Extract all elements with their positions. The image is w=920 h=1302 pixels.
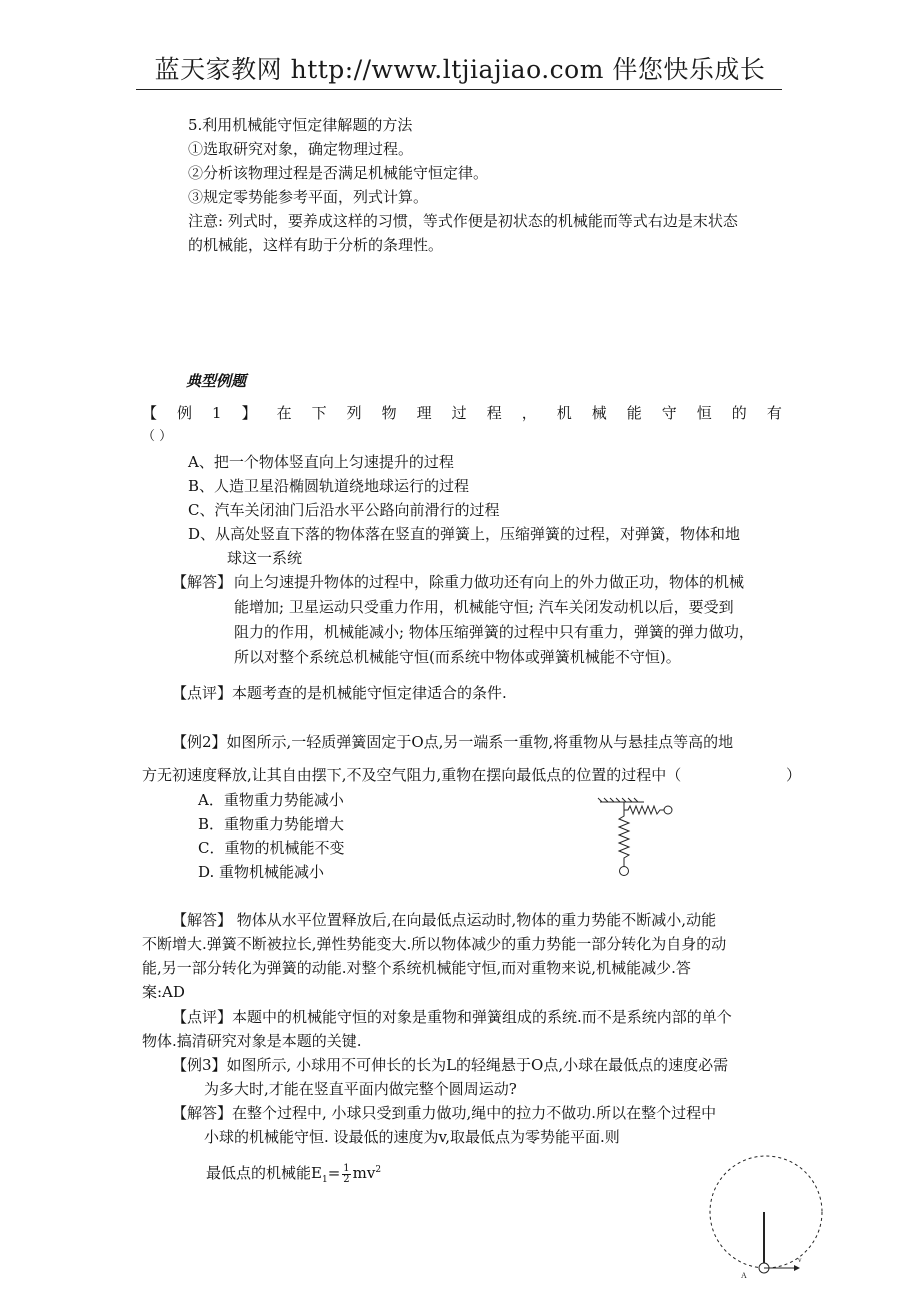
stem-token: 的 [731,404,747,422]
example1-answer-line-2: 能增加; 卫星运动只受重力作用，机械能守恒; 汽车关闭发动机以后，要受到 [234,598,734,616]
stem-token: 1 [212,404,222,422]
stem-token: 例 [177,404,193,422]
example2-line-1: 【例2】如图所示,一轻质弹簧固定于O点,另一端系一重物,将重物从与悬挂点等高的地 [172,733,734,751]
formula-mv: mv [352,1164,376,1182]
formula-prefix: 最低点的机械能E [206,1164,322,1182]
example2-line-2: 方无初速度释放,让其自由摆下,不及空气阻力,重物在摆向最低点的位置的过程中（ [142,766,682,784]
ceiling-hatch [610,798,614,802]
weight-ball-vertical [620,867,629,876]
stem-token: 理 [416,404,432,422]
method-heading: 5.利用机械能守恒定律解题的方法 [188,116,413,134]
example2-answer-line-1: 【解答】 物体从水平位置释放后,在向最低点运动时,物体的重力势能不断减小,动能 [172,911,717,929]
example1-answer-label: 【解答】 [172,573,233,591]
example3-answer-line-2: 小球的机械能守恒. 设最低的速度为v,取最低点为零势能平面.则 [204,1128,620,1146]
method-note-line-2: 的机械能，这样有助于分析的条理性。 [188,236,444,254]
stem-token: 】 [241,404,257,422]
example2-answer-line-3: 能,另一部分转化为弹簧的动能.对整个系统机械能守恒,而对重物来说,机械能减少.答 [142,959,691,977]
example1-comment: 【点评】本题考查的是机械能守恒定律适合的条件. [172,684,507,702]
ceiling-hatch [598,798,602,802]
example2-comment-line-2: 物体.搞清研究对象是本题的关键. [142,1032,362,1050]
ceiling-hatch [622,798,626,802]
example1-option-c: C、汽车关闭油门后沿水平公路向前滑行的过程 [188,501,500,519]
fraction-numerator: 1 [343,1162,350,1174]
spring-pendulum-figure [598,796,684,882]
point-a-label: A [741,1271,747,1280]
fraction-denominator: 2 [343,1173,350,1185]
example2-line-2-close: ） [786,766,802,784]
stem-token: 物 [381,404,397,422]
example1-option-d-cont: 球这一系统 [227,549,303,567]
horizontal-spring [624,806,664,814]
velocity-arrowhead [794,1265,800,1271]
stem-token: 守 [661,404,677,422]
method-step-2: ②分析该物理过程是否满足机械能守恒定律。 [188,164,489,182]
example1-option-d: D、从高处竖直下落的物体落在竖直的弹簧上，压缩弹簧的过程，对弹簧，物体和地 [188,525,741,543]
stem-token: 有 [766,404,782,422]
example3-line-1: 【例3】如图所示, 小球用不可伸长的长为L的轻绳悬于O点,小球在最低点的速度必需 [172,1056,729,1074]
example1-answer-line-1: 向上匀速提升物体的过程中，除重力做功还有向上的外力做正功，物体的机械 [234,573,745,591]
stem-token: 械 [591,404,607,422]
stem-token: ， [521,404,537,422]
circular-path [710,1156,822,1268]
example2-answer-line-2: 不断增大.弹簧不断被拉长,弹性势能变大.所以物体减少的重力势能一部分转化为自身的动 [142,935,727,953]
ceiling-hatch [634,798,638,802]
ceiling-hatch [616,798,620,802]
example1-option-a: A、把一个物体竖直向上匀速提升的过程 [188,453,454,471]
vertical-spring [619,810,629,866]
example3-formula [206,1158,381,1192]
stem-token: 下 [311,404,327,422]
stem-token: 能 [626,404,642,422]
vertical-circle-figure [708,1154,828,1284]
example2-option-a: A．重物重力势能减小 [198,791,344,809]
header-divider [136,89,782,90]
example1-option-b: B、人造卫星沿椭圆轨道绕地球运行的过程 [188,477,470,495]
stem-token: 程 [486,404,502,422]
stem-token: 恒 [696,404,712,422]
stem-token: 在 [276,404,292,422]
example1-stem [142,401,782,425]
page-header: 蓝天家教网 http://www.ltjiajiao.com 伴您快乐成长 [154,55,766,84]
ceiling-hatch [628,798,632,802]
ceiling-hatch [604,798,608,802]
example1-answer-line-3: 阻力的作用，机械能减小; 物体压缩弹簧的过程中只有重力，弹簧的弹力做功， [234,623,754,641]
stem-token: 列 [346,404,362,422]
example2-option-b: B．重物重力势能增大 [198,815,345,833]
example2-comment-line-1: 【点评】本题中的机械能守恒的对象是重物和弹簧组成的系统.而不是系统内部的单个 [172,1008,732,1026]
example1-answer-paren: （ ） [142,429,173,444]
example2-answer-line-4: 案:AD [142,983,185,1001]
stem-token: 机 [556,404,572,422]
section-title: 典型例题 [186,372,247,390]
formula-equals: = [327,1164,341,1182]
stem-token: 【 [142,404,158,422]
method-step-1: ①选取研究对象，确定物理过程。 [188,140,414,158]
example1-answer-line-4: 所以对整个系统总机械能守恒(而系统中物体或弹簧机械能不守恒)。 [234,648,681,666]
velocity-label: v [798,1256,802,1264]
example3-line-2: 为多大时,才能在竖直平面内做完整个圆周运动? [204,1080,517,1098]
stem-token: 过 [451,404,467,422]
example2-option-d: D. 重物机械能减小 [198,863,325,881]
method-step-3: ③规定零势能参考平面，列式计算。 [188,188,429,206]
formula-superscript: 2 [375,1165,382,1175]
example2-option-c: C．重物的机械能不变 [198,839,345,857]
example3-answer-line-1: 【解答】在整个过程中, 小球只受到重力做功,绳中的拉力不做功.所以在整个过程中 [172,1104,717,1122]
formula-subscript: 1 [321,1175,328,1185]
method-note-line-1: 注意: 列式时，要养成这样的习惯，等式作便是初状态的机械能而等式右边是末状态 [188,212,738,230]
weight-ball-horizontal [664,806,672,814]
formula-fraction [342,1164,350,1185]
